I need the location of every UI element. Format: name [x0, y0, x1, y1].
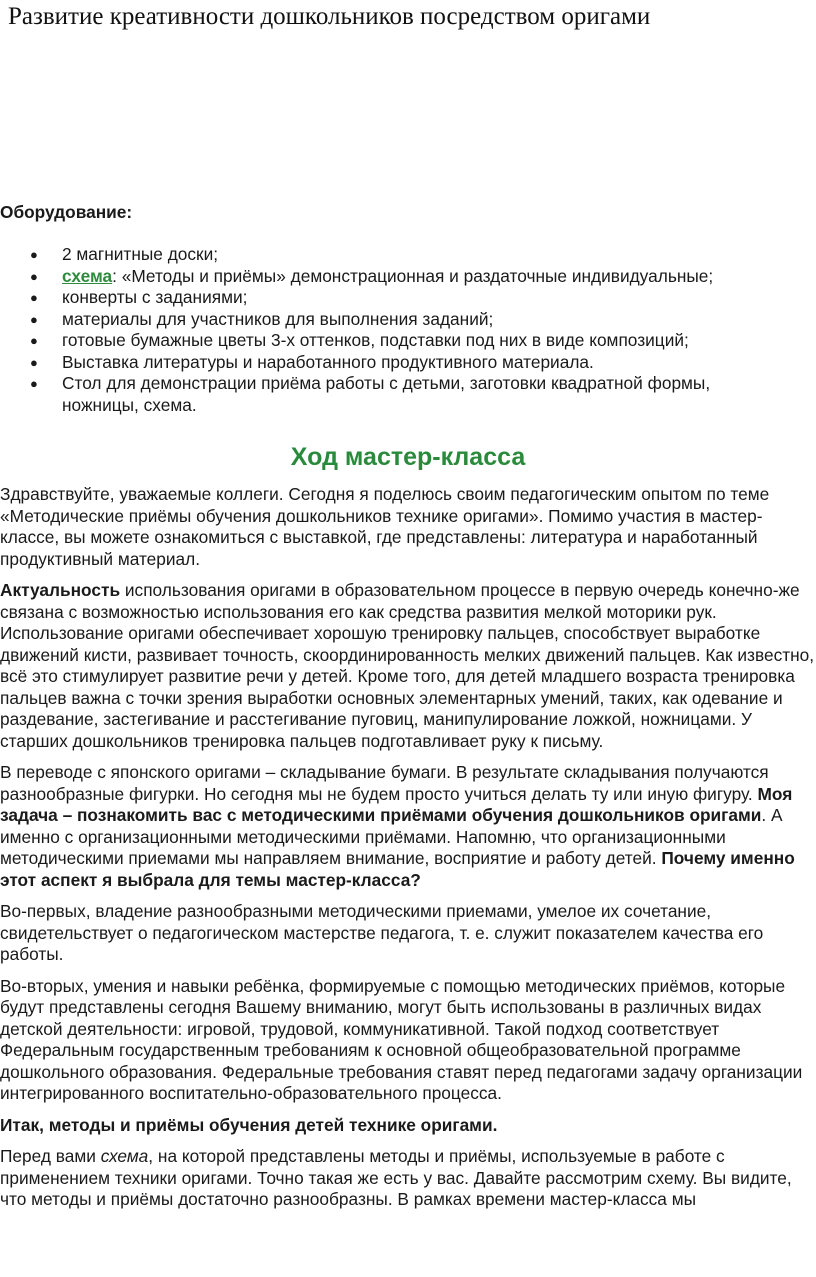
bullet-icon: ●: [30, 333, 38, 348]
list-item: [0, 309, 816, 331]
paragraph-text: Здравствуйте, уважаемые коллеги. Сегодня я поделюсь своим педагогическим опытом по теме «Методические приёмы обучения дошкольников технике оригами». Помимо участия в мастер-классе, вы можете ознакомиться с выставкой, где представлены: литература и наработанный продуктивный материал.: [0, 484, 770, 569]
list-item: [0, 373, 816, 416]
section-heading: Ход мастер-класса: [290, 443, 526, 471]
paragraph-text: Перед вами: [0, 1146, 101, 1166]
document-content: [0, 200, 816, 1221]
bold-heading: Итак, методы и приёмы обучения детей технике оригами.: [0, 1114, 498, 1135]
paragraph-text: . А именно с организационными методическими приёмами. Напомню, что организационными методическими приемами мы направляем внимание, восприятие и работу детей.: [0, 805, 783, 868]
paragraph-methods-heading: [0, 1115, 816, 1137]
list-item: [0, 330, 816, 352]
list-item-text: конверты с заданиями;: [62, 287, 248, 307]
scheme-link[interactable]: схема: [62, 265, 113, 286]
list-item: [0, 287, 816, 309]
bullet-icon: ●: [30, 311, 38, 327]
list-item: [0, 266, 816, 288]
bold-term: Актуальность: [0, 580, 121, 600]
bullet-icon: ●: [30, 290, 38, 305]
paragraph-text: использования оригами в образовательном процессе в первую очередь конечно-же связана с возможностью использования его как средства развития мелкой моторики рук. Использование оригами обеспечивает хорошую тренировку пальцев, способствует выработке движений кисти, развивает точность, скоординированность мелких движений пальцев. Как известно, всё это стимулирует развитие речи у детей. Кроме того, для детей младшего возраста тренировка пальцев важна с точки зрения выработки основных элементарных умений, таких, как одевание и раздевание, застегивание и расстегивание пуговиц, манипулирование ложкой, ножницами. У старших дошкольников тренировка пальцев подготавливает руку к письму.: [0, 580, 815, 751]
list-item-text: готовые бумажные цветы 3-х оттенков, подставки под них в виде композиций;: [62, 330, 689, 350]
document-title: Развитие креативности дошкольников посредством оригами: [8, 3, 651, 30]
bullet-icon: ●: [30, 376, 38, 391]
list-item-text: материалы для участников для выполнения заданий;: [62, 308, 494, 329]
italic-term: схема: [100, 1146, 149, 1166]
bold-statement: Моя задача – познакомить вас с методическими приёмами обучения дошкольников оригами: [0, 783, 793, 825]
list-item: [0, 244, 816, 266]
list-item: [0, 352, 816, 374]
paragraph-task: [0, 762, 816, 891]
equipment-list: [0, 244, 816, 416]
bullet-icon: ●: [30, 268, 38, 284]
equipment-heading: Оборудование:: [0, 202, 133, 222]
paragraph-greeting: [0, 484, 816, 570]
bold-question: Почему именно этот аспект я выбрала для темы мастер-класса?: [0, 848, 795, 890]
paragraph-text: Во-вторых, умения и навыки ребёнка, формируемые с помощью методических приёмов, которые будут представлены сегодня Вашему вниманию, могут быть использованы в различных видах детской деятельности: игровой, трудовой, коммуникативной. Такой подход соответствует Федеральным государственным требованиям к основной общеобразовательной программе дошкольного образования. Федеральные требования ставят перед педагогами задачу организации интегрированного воспитательно-образовательного процесса.: [0, 975, 803, 1103]
bullet-icon: ●: [30, 354, 38, 370]
paragraph-relevance: [0, 580, 816, 752]
paragraph-text: , на которой представлены методы и приёмы, используемые в работе с применением техники оригами. Точно такая же есть у вас. Давайте рассмотрим схему. Вы видите, что методы и приёмы достаточно разнообразны. В рамках времени мастер-класса мы: [0, 1146, 792, 1209]
paragraph-scheme: [0, 1146, 816, 1211]
bullet-icon: ●: [30, 247, 38, 262]
paragraph-text: Во-первых, владение разнообразными методическими приемами, умелое их сочетание, свидетельствует о педагогическом мастерстве педагога, т. е. служит показателем качества его работы.: [0, 901, 764, 964]
list-item-text: : «Методы и приёмы» демонстрационная и раздаточные индивидуальные;: [112, 265, 714, 286]
list-item-text: 2 магнитные доски;: [62, 244, 219, 264]
list-item-text: Стол для демонстрации приёма работы с детьми, заготовки квадратной формы, ножницы, схема.: [62, 373, 711, 415]
paragraph-firstly: [0, 901, 816, 966]
list-item-text: Выставка литературы и наработанного продуктивного материала.: [62, 351, 594, 372]
paragraph-secondly: [0, 976, 816, 1105]
paragraph-text: В переводе с японского оригами – складывание бумаги. В результате складывания получаются разнообразные фигурки. Но сегодня мы не будем просто учиться делать ту или иную фигуру.: [0, 762, 769, 804]
